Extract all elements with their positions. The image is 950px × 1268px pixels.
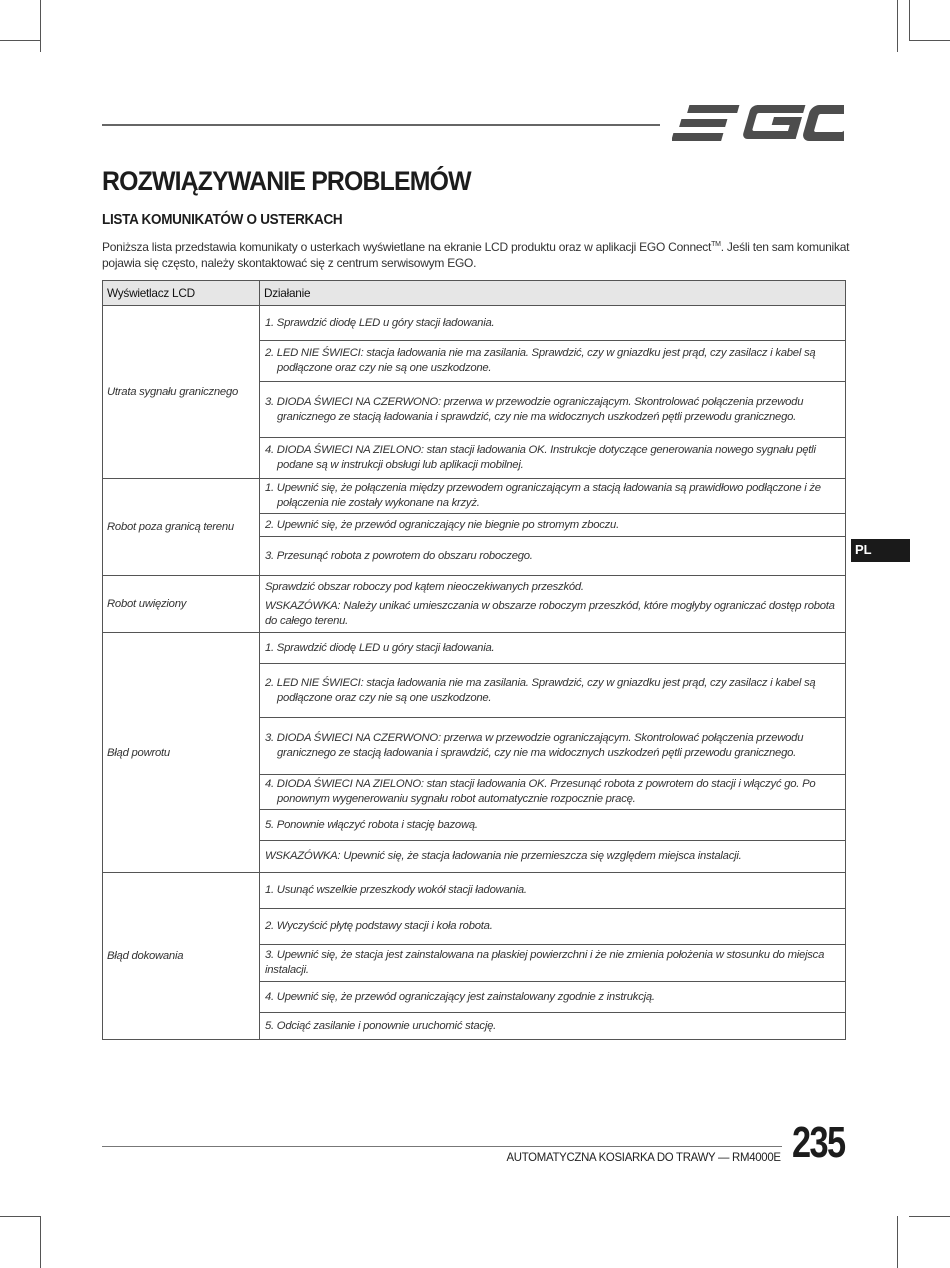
intro-text-continued: . Jeśli ten sam komunikat pojawia się często, należy skontaktować się z centrum serwisowym EGO. [102,240,850,270]
table-header-row [103,281,846,306]
intro-text: Poniższa lista przedstawia komunikaty o usterkach wyświetlane na ekranie LCD produktu oraz w aplikacji EGO Connect [102,240,712,254]
trademark-mark: TM [711,241,721,248]
action-cell: Sprawdzić obszar roboczy pod kątem nieoczekiwanych przeszkód. WSKAZÓWKA: Należy unikać umieszczania w obszarze roboczym przeszkód, które mogłyby ograniczać dostęp robota do całego terenu. [260,576,846,633]
action-cell: 1. Usunąć wszelkie przeszkody wokół stacji ładowania. [260,873,846,909]
crop-mark [909,40,950,41]
table-row [103,633,846,664]
table-row [103,306,846,341]
action-cell: 2. Upewnić się, że przewód ograniczający nie biegnie po stromym zboczu. [260,514,846,537]
header-rule [102,124,660,126]
action-cell: WSKAZÓWKA: Upewnić się, że stacja ładowania nie przemieszcza się względem miejsca instalacji. [260,841,846,873]
intro-paragraph [102,237,862,271]
troubleshooting-table [102,280,846,1040]
fault-label: Robot uwięziony [103,576,260,633]
crop-mark [0,1216,40,1217]
footer-rule [102,1146,782,1147]
ego-logo [672,103,844,143]
footer-product-name: AUTOMATYCZNA KOSIARKA DO TRAWY — RM4000E [506,1150,781,1164]
crop-mark [897,1216,898,1268]
fault-label: Błąd powrotu [103,633,260,873]
crop-mark [909,1216,950,1217]
action-cell: 1. Sprawdzić diodę LED u góry stacji ładowania. [260,633,846,664]
action-cell: 2. LED NIE ŚWIECI: stacja ładowania nie ma zasilania. Sprawdzić, czy w gniazdku jest prąd, czy zasilacz i kabel są podłączone oraz czy nie są one uszkodzone. [260,341,846,382]
action-cell: 4. DIODA ŚWIECI NA ZIELONO: stan stacji ładowania OK. Instrukcje dotyczące generowania nowego sygnału pętli podane są w instrukcji obsługi lub aplikacji mobilnej. [260,438,846,479]
action-cell: 2. LED NIE ŚWIECI: stacja ładowania nie ma zasilania. Sprawdzić, czy w gniazdku jest prąd, czy zasilacz i kabel są podłączone oraz czy nie są one uszkodzone. [260,664,846,718]
table-row [103,479,846,514]
crop-mark [40,1216,41,1268]
language-tab: PL [851,539,910,562]
header-lcd-display: Wyświetlacz LCD [103,281,260,306]
action-cell: 3. Upewnić się, że stacja jest zainstalowana na płaskiej powierzchni i że nie zmienia położenia w stosunku do miejsca instalacji. [260,945,846,982]
header-action: Działanie [260,281,846,306]
action-cell: 3. Przesunąć robota z powrotem do obszaru roboczego. [260,537,846,576]
crop-mark [0,40,40,41]
action-cell: 2. Wyczyścić płytę podstawy stacji i koła robota. [260,909,846,945]
action-cell: 4. DIODA ŚWIECI NA ZIELONO: stan stacji ładowania OK. Przesunąć robota z powrotem do stacji i włączyć go. Po ponownym wygenerowaniu sygnału robot automatycznie rozpocznie pracę. [260,775,846,810]
crop-mark [909,0,910,40]
action-cell: 4. Upewnić się, że przewód ograniczający jest zainstalowany zgodnie z instrukcją. [260,982,846,1013]
page-title: ROZWIĄZYWANIE PROBLEMÓW [102,166,471,196]
table-row [103,576,846,633]
action-cell: 3. DIODA ŚWIECI NA CZERWONO: przerwa w przewodzie ograniczającym. Skontrolować połączenia przewodu granicznego ze stacją ładowania i sprawdzić, czy nie ma widocznych uszkodzeń pętli przewodu granicznego. [260,718,846,775]
action-cell: 5. Ponownie włączyć robota i stację bazową. [260,810,846,841]
action-cell: 3. DIODA ŚWIECI NA CZERWONO: przerwa w przewodzie ograniczającym. Skontrolować połączenia przewodu granicznego ze stacją ładowania i sprawdzić, czy nie ma widocznych uszkodzeń pętli przewodu granicznego. [260,382,846,438]
page-number: 235 [792,1118,845,1167]
fault-label: Błąd dokowania [103,873,260,1040]
fault-label: Robot poza granicą terenu [103,479,260,576]
fault-label: Utrata sygnału granicznego [103,306,260,479]
crop-mark [897,0,898,52]
table-row [103,873,846,909]
section-subtitle: LISTA KOMUNIKATÓW O USTERKACH [102,212,343,228]
action-cell: 5. Odciąć zasilanie i ponownie uruchomić stację. [260,1013,846,1040]
action-cell: 1. Upewnić się, że połączenia między przewodem ograniczającym a stacją ładowania są prawidłowo podłączone i że połączenia nie zostały wykonane na krzyż. [260,479,846,514]
action-cell: 1. Sprawdzić diodę LED u góry stacji ładowania. [260,306,846,341]
crop-mark [40,0,41,52]
